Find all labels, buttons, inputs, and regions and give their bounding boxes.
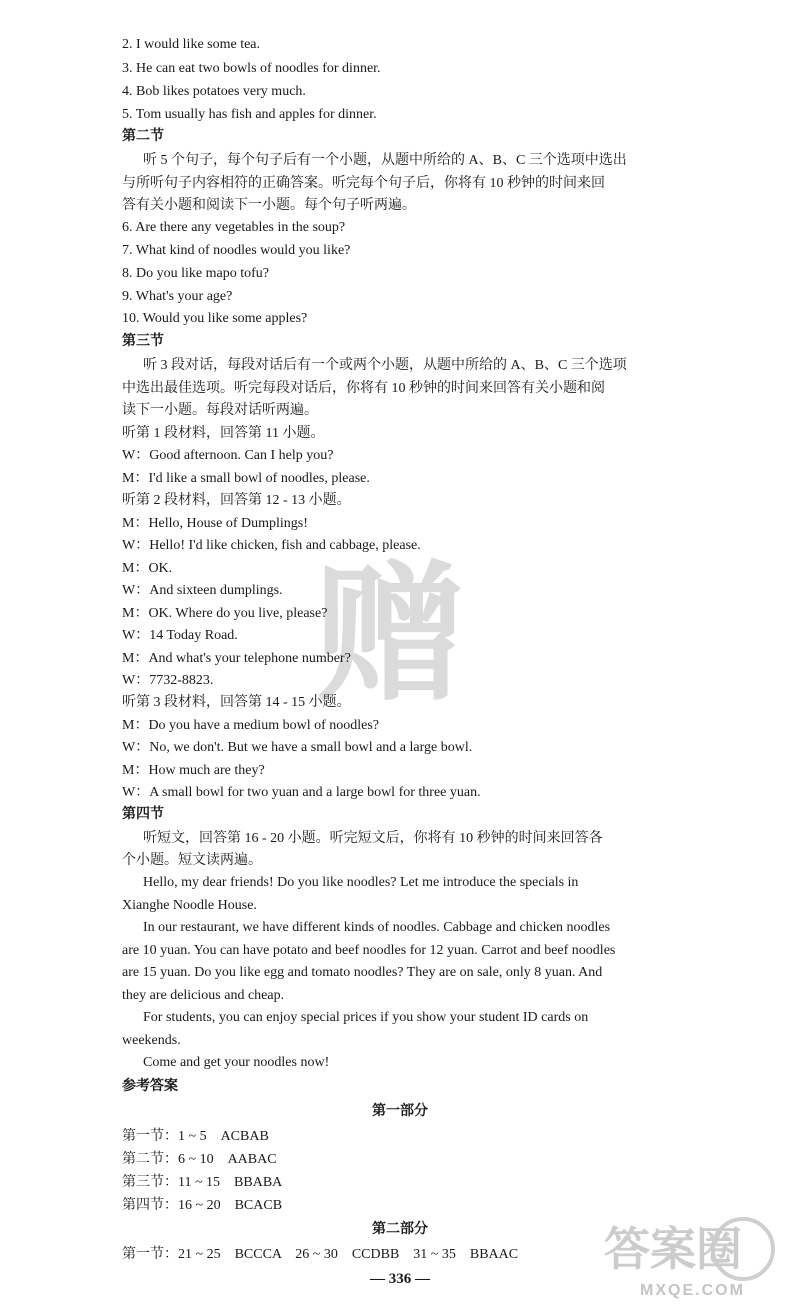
instruction-line: 中选出最佳选项。听完每段对话后，你将有 10 秒钟的时间来回答有关小题和阅 — [122, 381, 605, 396]
dialogue-line: M：Hello, House of Dumplings! — [122, 516, 308, 531]
text-line: 2. I would like some tea. — [122, 37, 261, 52]
section-heading: 第四节 — [122, 807, 164, 822]
passage-line: In our restaurant, we have different kinds of noodles. Cabbage and chicken noodles — [143, 920, 611, 935]
passage-line: Come and get your noodles now! — [143, 1055, 330, 1070]
text-line: 听第 3 段材料，回答第 14 - 15 小题。 — [122, 695, 351, 710]
answer-line: 第三节：11 ~ 15 BBABA — [122, 1175, 283, 1190]
passage-line: For students, you can enjoy special prices if you show your student ID cards on — [143, 1010, 589, 1025]
dialogue-line: M：OK. Where do you live, please? — [122, 606, 328, 621]
dialogue-line: W：And sixteen dumplings. — [122, 583, 283, 598]
text-line: 6. Are there any vegetables in the soup? — [122, 220, 346, 235]
site-domain-watermark: MXQE.COM — [640, 1282, 745, 1299]
part-heading: 第二部分 — [372, 1222, 428, 1237]
instruction-line: 读下一小题。每段对话听两遍。 — [122, 403, 318, 418]
text-line: 8. Do you like mapo tofu? — [122, 266, 269, 281]
passage-line: are 15 yuan. Do you like egg and tomato noodles? They are on sale, only 8 yuan. And — [122, 965, 603, 980]
answer-line: 第四节：16 ~ 20 BCACB — [122, 1198, 283, 1213]
instruction-line: 答有关小题和阅读下一小题。每个句子听两遍。 — [122, 198, 416, 213]
dialogue-line: W：Hello! I'd like chicken, fish and cabbage, please. — [122, 538, 421, 553]
passage-line: they are delicious and cheap. — [122, 988, 285, 1003]
logo-chars: 答案圈 — [604, 1222, 742, 1276]
text-line: 4. Bob likes potatoes very much. — [122, 84, 306, 99]
passage-line: are 10 yuan. You can have potato and beef noodles for 12 yuan. Carrot and beef noodles — [122, 943, 616, 958]
dialogue-line: M：OK. — [122, 561, 173, 576]
instruction-line: 听 3 段对话，每段对话后有一个或两个小题，从题中所给的 A、B、C 三个选项 — [143, 358, 627, 373]
text-line: 听第 1 段材料，回答第 11 小题。 — [122, 426, 325, 441]
instruction-line: 个小题。短文读两遍。 — [122, 853, 262, 868]
part-heading: 第一部分 — [372, 1104, 428, 1119]
passage-line: Hello, my dear friends! Do you like noodles? Let me introduce the specials in — [143, 875, 579, 890]
dialogue-line: W：A small bowl for two yuan and a large bowl for three yuan. — [122, 785, 481, 800]
section-heading: 第二节 — [122, 129, 164, 144]
text-line: 10. Would you like some apples? — [122, 311, 308, 326]
instruction-line: 听 5 个句子，每个句子后有一个小题，从题中所给的 A、B、C 三个选项中选出 — [143, 153, 627, 168]
answer-line: 第二节：6 ~ 10 AABAC — [122, 1152, 277, 1167]
dialogue-line: M：I'd like a small bowl of noodles, please. — [122, 471, 370, 486]
dialogue-line: W：14 Today Road. — [122, 628, 238, 643]
dialogue-line: W：No, we don't. But we have a small bowl and a large bowl. — [122, 740, 473, 755]
passage-line: weekends. — [122, 1033, 181, 1048]
answer-line: 第一节：21 ~ 25 BCCCA 26 ~ 30 CCDBB 31 ~ 35 BBAAC — [122, 1247, 519, 1262]
dialogue-line: W：Good afternoon. Can I help you? — [122, 448, 334, 463]
text-line: 听第 2 段材料，回答第 12 - 13 小题。 — [122, 493, 351, 508]
text-line: 9. What's your age? — [122, 289, 233, 304]
passage-line: Xianghe Noodle House. — [122, 898, 257, 913]
dialogue-line: M：How much are they? — [122, 763, 265, 778]
instruction-line: 与所听句子内容相符的正确答案。听完每个句子后，你将有 10 秒钟的时间来回 — [122, 176, 605, 191]
answer-line: 第一节：1 ~ 5 ACBAB — [122, 1129, 269, 1144]
dialogue-line: M：Do you have a medium bowl of noodles? — [122, 718, 380, 733]
dialogue-line: M：And what's your telephone number? — [122, 651, 351, 666]
dialogue-line: W：7732-8823. — [122, 673, 214, 688]
text-line: 5. Tom usually has fish and apples for dinner. — [122, 107, 377, 122]
instruction-line: 听短文，回答第 16 - 20 小题。听完短文后，你将有 10 秒钟的时间来回答各 — [143, 831, 603, 846]
page-number: — 336 — — [370, 1271, 430, 1287]
text-line: 7. What kind of noodles would you like? — [122, 243, 351, 258]
gift-stamp-watermark: 赠 — [315, 546, 466, 722]
section-heading: 第三节 — [122, 334, 164, 349]
answer-key-heading: 参考答案 — [122, 1079, 178, 1094]
text-line: 3. He can eat two bowls of noodles for dinner. — [122, 61, 381, 76]
